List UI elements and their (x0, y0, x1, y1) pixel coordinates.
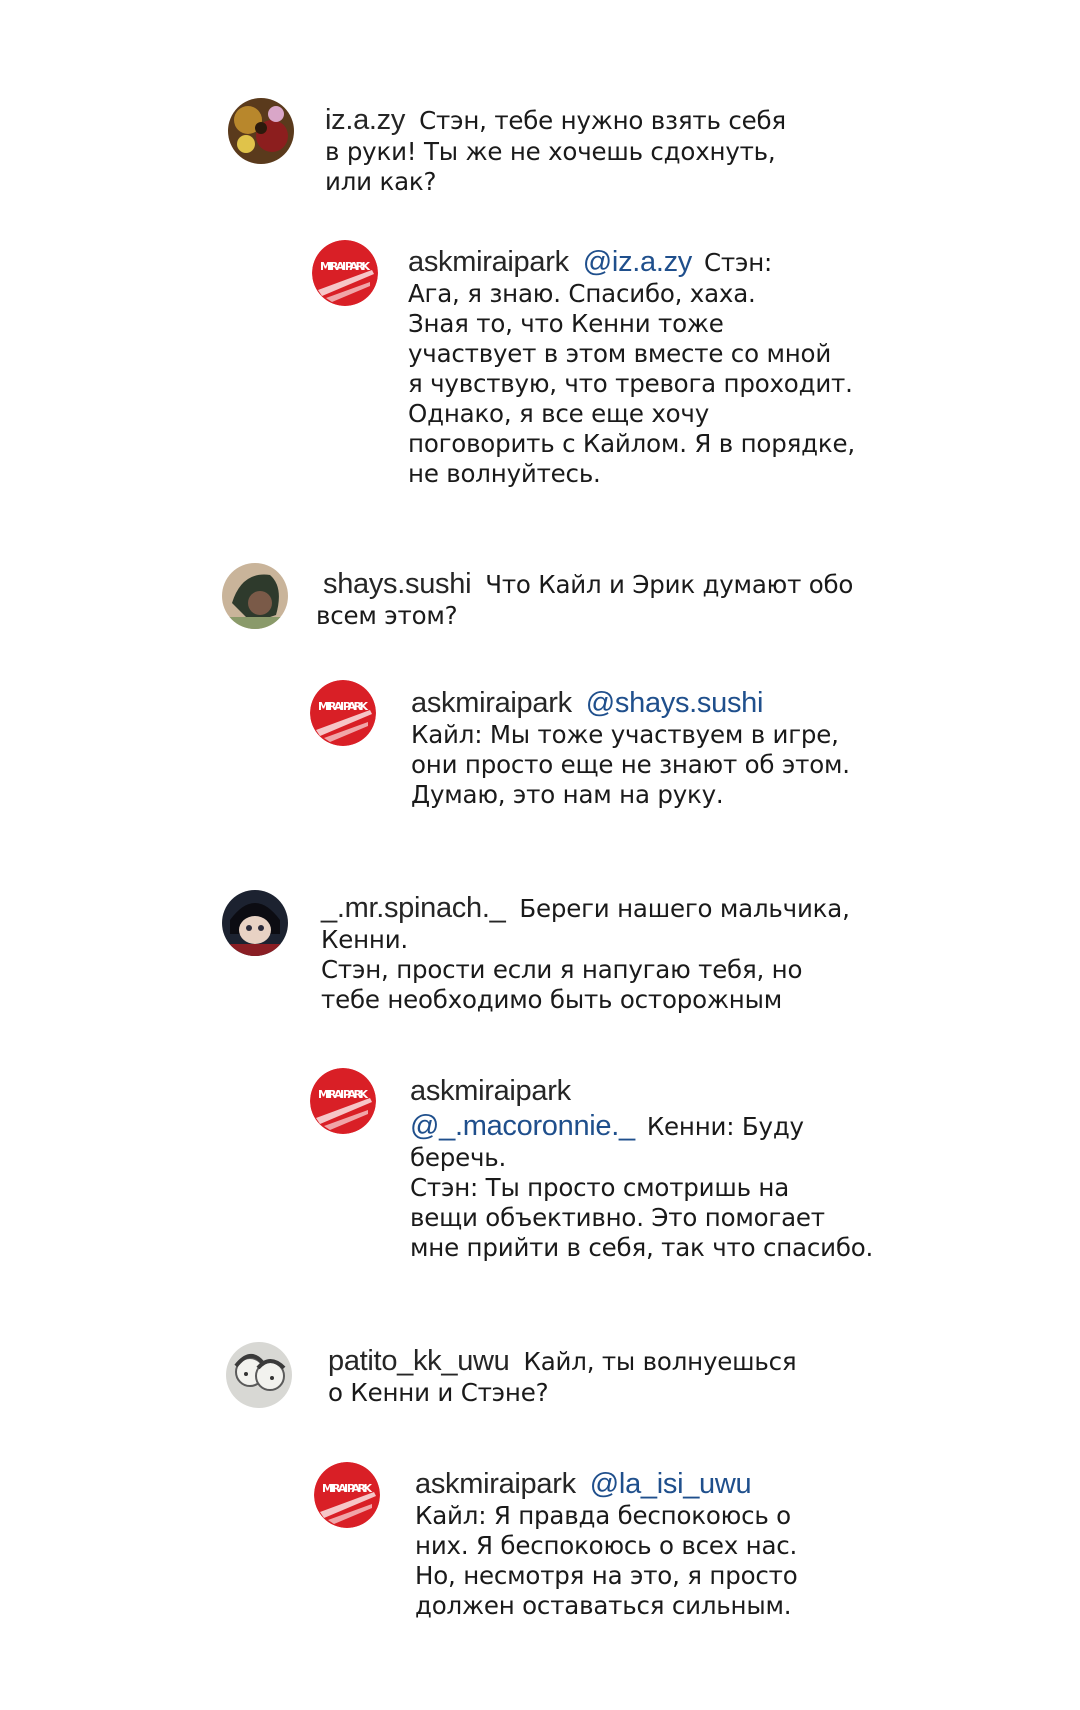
comment-text: Что Кайл и Эрик думают обо (485, 570, 854, 599)
comment-username[interactable]: patito_kk_uwu (328, 1345, 510, 1377)
comment-text: тебе необходимо быть осторожным (321, 985, 783, 1014)
logo-text: MIRAI PARK (320, 260, 370, 273)
comment-text: Стэн, прости если я напугаю тебя, но (321, 955, 803, 984)
comment-text: всем этом? (316, 601, 458, 630)
logo-text: MIRAI PARK (322, 1482, 372, 1495)
mirai-park-logo-icon[interactable] (310, 680, 376, 746)
comment-text: Кайл, ты волнуешься (523, 1347, 797, 1376)
comment-text: Кенни. (321, 925, 409, 954)
reply-text: они просто еще не знают об этом. (411, 750, 850, 779)
mirai-park-logo-icon[interactable] (312, 240, 378, 306)
iz-a-zy-avatar-icon[interactable] (228, 98, 294, 164)
reply-text: не волнуйтесь. (408, 459, 601, 488)
comment-text: или как? (325, 167, 437, 196)
reply-username[interactable]: askmiraipark (415, 1468, 576, 1500)
shays-sushi-avatar-icon[interactable] (222, 563, 288, 629)
reply-text: Думаю, это нам на руку. (411, 780, 724, 809)
reply-text: Кенни: Буду (646, 1112, 804, 1141)
comment-text: в руки! Ты же не хочешь сдохнуть, (325, 137, 776, 166)
mirai-park-logo-icon[interactable] (310, 1068, 376, 1134)
reply-text: участвует в этом вместе со мной (408, 339, 832, 368)
logo-text: MIRAI PARK (318, 1088, 368, 1101)
comment-text: о Кенни и Стэне? (328, 1378, 549, 1407)
reply-username[interactable]: askmiraipark (410, 1075, 571, 1107)
comment-text: Стэн, тебе нужно взять себя (419, 106, 786, 135)
reply-text: Стэн: Ты просто смотришь на (410, 1173, 790, 1202)
reply-text: мне прийти в себя, так что спасибо. (410, 1233, 874, 1262)
reply-text: Кайл: Мы тоже участвуем в игре, (411, 720, 839, 749)
patito-avatar-icon[interactable] (226, 1342, 292, 1408)
reply-username[interactable]: askmiraipark (411, 687, 572, 719)
reply-text: них. Я беспокоюсь о всех нас. (415, 1531, 798, 1560)
reply-text: Зная то, что Кенни тоже (408, 309, 724, 338)
reply-username[interactable]: askmiraipark (408, 246, 569, 278)
reply-text: должен оставаться сильным. (415, 1591, 792, 1620)
comment-username[interactable]: iz.a.zy (325, 104, 406, 136)
logo-text: MIRAI PARK (318, 700, 368, 713)
comment-text: Береги нашего мальчика, (519, 894, 850, 923)
reply-text: Кайл: Я правда беспокоюсь о (415, 1501, 791, 1530)
mention-link[interactable]: @_.macoronnie._ (410, 1110, 635, 1142)
mention-link[interactable]: @iz.a.zy (582, 246, 693, 278)
mirai-park-logo-icon[interactable] (314, 1462, 380, 1528)
reply-text: Ага, я знаю. Спасибо, хаха. (408, 279, 756, 308)
mention-link[interactable]: @shays.sushi (585, 687, 764, 719)
mention-link[interactable]: @la_isi_uwu (589, 1468, 752, 1500)
reply-text: вещи объективно. Это помогает (410, 1203, 825, 1232)
reply-text: поговорить с Кайлом. Я в порядке, (408, 429, 855, 458)
reply-text: Но, несмотря на это, я просто (415, 1561, 798, 1590)
mr-spinach-avatar-icon[interactable] (222, 890, 288, 956)
comment-username[interactable]: shays.sushi (323, 568, 472, 600)
reply-text: Однако, я все еще хочу (408, 399, 709, 428)
reply-text: Стэн: (704, 248, 773, 277)
comment-username[interactable]: _.mr.spinach._ (321, 892, 506, 924)
reply-text: я чувствую, что тревога проходит. (408, 369, 853, 398)
reply-text: беречь. (410, 1143, 507, 1172)
